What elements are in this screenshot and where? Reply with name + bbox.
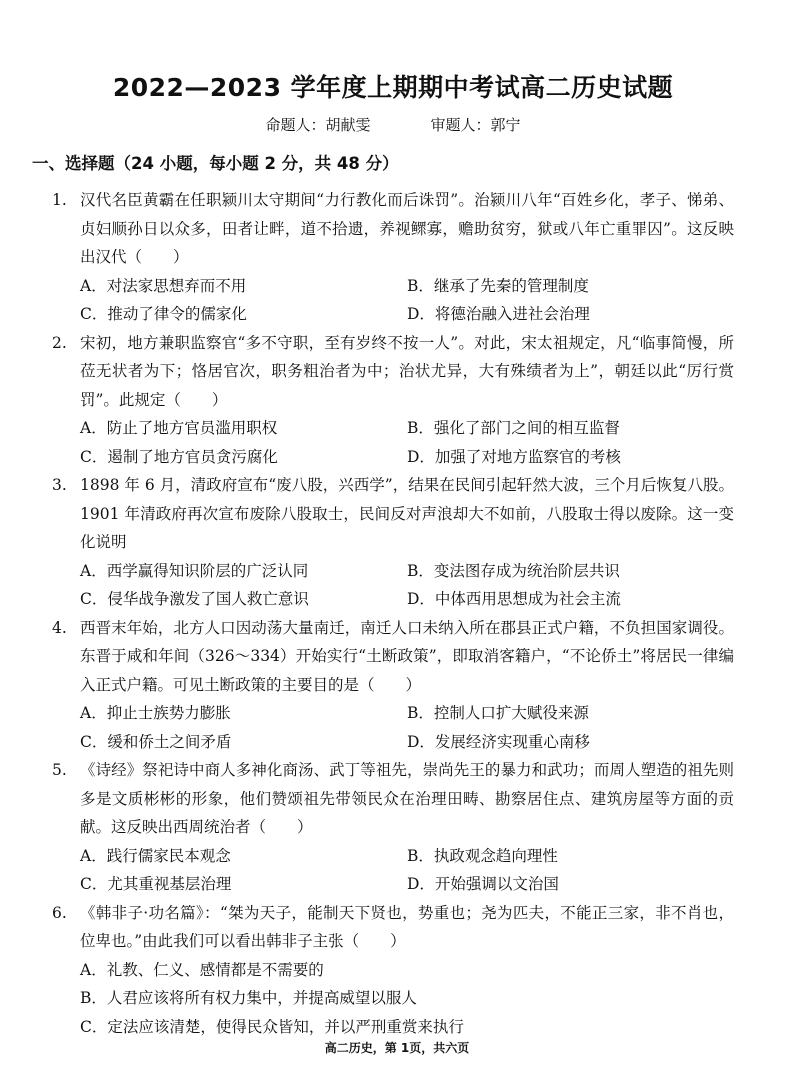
options (80, 956, 734, 1042)
page-footer: 高二历史，第 1页，共六页 (324, 1041, 470, 1055)
option-c: C．侵华战争激发了国人救亡意识 (80, 590, 309, 608)
question-3 (52, 471, 734, 614)
option-b: B．强化了部门之间的相互监督 (407, 419, 620, 437)
option-a: A．践行儒家民本观念 (80, 846, 231, 865)
question-number: 6. (52, 903, 67, 922)
section-heading: 一、选择题（24 小题，每小题 2 分，共 48 分） (32, 154, 399, 173)
question-number: 2. (52, 333, 67, 352)
option-b: B．继承了先秦的管理制度 (407, 276, 589, 295)
question-stem: 《韩非子·功名篇》：“桀为天子，能制天下贤也，势重也；尧为匹夫，不能正三家，非不肖也，位卑也。”由此我们可以看出韩非子主张（ ） (80, 903, 734, 950)
question-stem: 汉代名臣黄霸在任职颍川太守期间“力行教化而后诛罚”。治颍川八年“百姓乡化，孝子、悌弟、贞妇顺孙日以众多，田者让畔，道不拾遗，养视鳏寡，赡助贫穷，狱或八年亡重罪囚”。这反映出汉代（ ） (80, 191, 734, 266)
question-number: 3. (52, 476, 67, 494)
option-a: A．礼教、仁义、感情都是不需要的 (80, 960, 324, 979)
question-reviewer: 审题人：郭宁 (430, 116, 521, 134)
option-d: D．开始强调以文治国 (407, 875, 559, 893)
option-d: D．将德治融入进社会治理 (407, 305, 590, 323)
options (80, 842, 734, 899)
option-a: A．抑止士族势力膨胀 (80, 704, 231, 722)
question-stem: 《诗经》祭祀诗中商人多神化商汤、武丁等祖先，崇尚先王的暴力和武功；而周人塑造的祖先则多是文质彬彬的形象，他们赞颂祖先带领民众在治理田畴、勘察居住点、建筑房屋等方面的贡献。这反映出西周统治者（ ） (80, 761, 734, 836)
option-b: B．执政观念趋向理性 (407, 846, 558, 865)
option-a: A．对法家思想弃而不用 (80, 276, 247, 295)
question-4 (52, 614, 734, 757)
option-c: C．定法应该清楚，使得民众皆知，并以严刑重赏来执行 (80, 1017, 464, 1036)
option-a: A．防止了地方官员滥用职权 (80, 419, 278, 437)
question-setter: 命题人：胡献雯 (265, 116, 371, 134)
exam-title: 2022—2023 学年度上期期中考试高二历史试题 (112, 73, 674, 102)
option-b: B．变法图存成为统治阶层共识 (407, 561, 620, 580)
author-line (52, 112, 734, 138)
question-5 (52, 756, 734, 899)
options (80, 699, 734, 756)
question-stem: 1898 年 6 月，清政府宣布“废八股，兴西学”，结果在民间引起轩然大波，三个月后恢复八股。1901 年清政府再次宣布废除八股取士，民间反对声浪却大不如前，八股取士得以废除。这一变化说明 (80, 476, 734, 551)
options (80, 272, 734, 329)
option-c: C．遏制了地方官员贪污腐化 (80, 447, 278, 466)
question-number: 5. (52, 761, 67, 779)
question-stem: 宋初，地方兼职监察官“多不守职，至有岁终不按一人”。对此，宋太祖规定，凡“临事简慢，所莅无状者为下；恪居官次，职务粗治者为中；治状尤异，大有殊绩者为上”，朝廷以此“厉行赏罚”。此规定（ ） (80, 333, 734, 409)
options (80, 557, 734, 614)
question-1 (52, 186, 734, 329)
option-c: C．尤其重视基层治理 (80, 875, 232, 893)
question-number: 1. (52, 191, 67, 209)
option-d: D．发展经济实现重心南移 (407, 732, 590, 751)
question-number: 4. (52, 618, 67, 637)
options (80, 414, 734, 471)
option-b: B．控制人口扩大赋役来源 (407, 704, 589, 722)
option-d: D．加强了对地方监察官的考核 (407, 447, 621, 466)
option-c: C．缓和侨土之间矛盾 (80, 732, 232, 751)
question-6 (52, 899, 734, 1042)
option-d: D．中体西用思想成为社会主流 (407, 590, 621, 608)
question-stem: 西晋末年始，北方人口因动荡大量南迁，南迁人口未纳入所在郡县正式户籍，不负担国家调役。东晋于咸和年间（326～334）开始实行“土断政策”，即取消客籍户，“不论侨土”将居民一律编入正式户籍。可见土断政策的主要目的是（ ） (80, 618, 734, 694)
option-b: B．人君应该将所有权力集中，并提高威望以服人 (80, 989, 417, 1007)
option-c: C．推动了律令的儒家化 (80, 305, 247, 323)
option-a: A．西学赢得知识阶层的广泛认同 (80, 561, 309, 580)
question-2 (52, 329, 734, 472)
